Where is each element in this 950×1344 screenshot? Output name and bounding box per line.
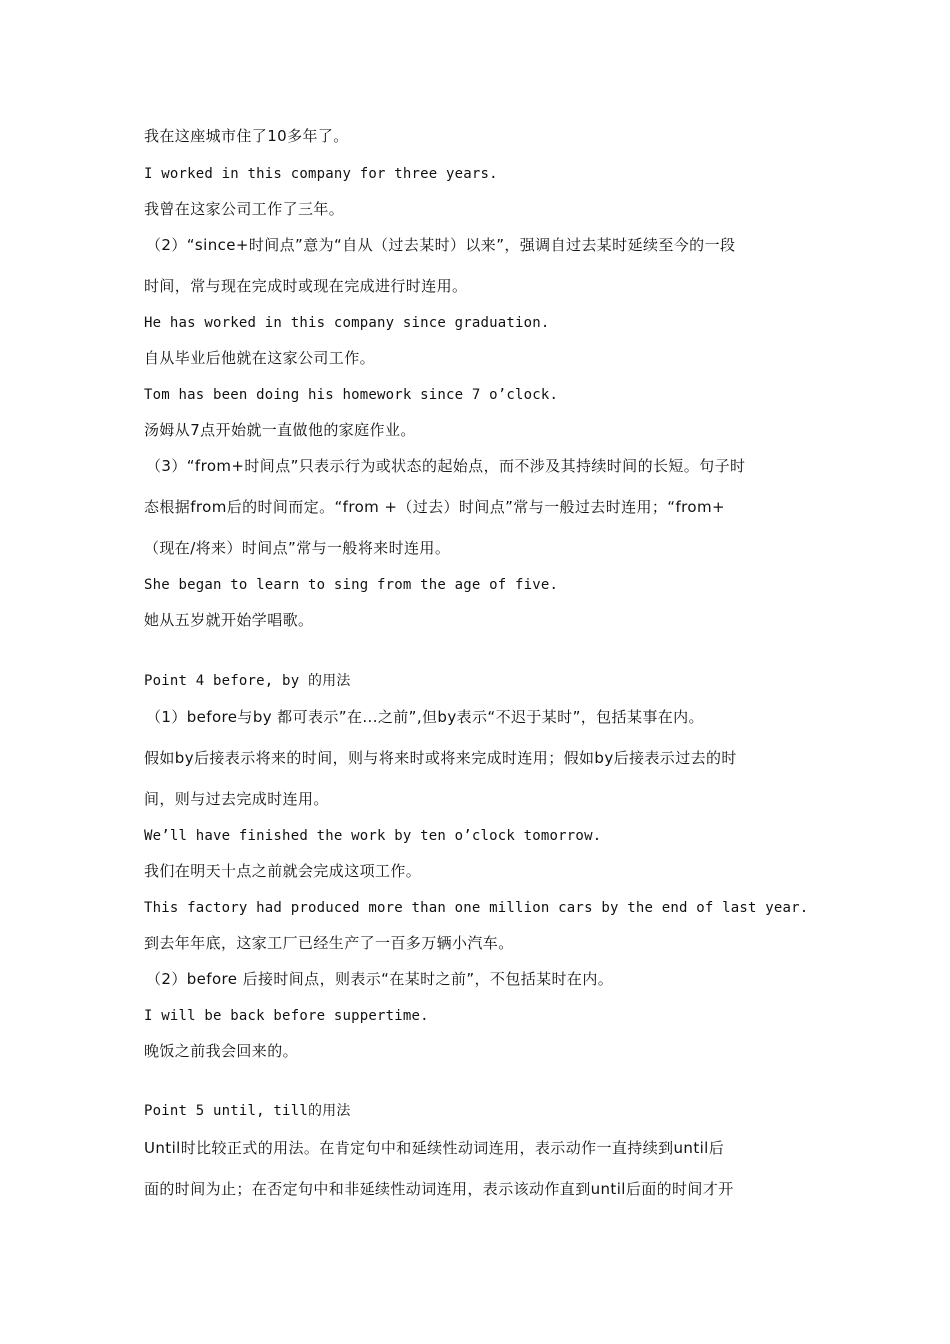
text-line: He has worked in this company since graduation.: [144, 315, 550, 331]
text-line: I will be back before suppertime.: [144, 1008, 429, 1024]
text-line: 态根据from后的时间而定。“from +（过去）时间点”常与一般过去时连用；“from+: [144, 498, 725, 516]
text-line: （2）before 后接时间点，则表示“在某时之前”，不包括某时在内。: [146, 970, 614, 988]
text-line: I worked in this company for three years.: [144, 166, 498, 182]
text-line: 面的时间为止；在否定句中和非延续性动词连用，表示该动作直到until后面的时间才开: [144, 1180, 734, 1198]
text-line: （现在/将来）时间点”常与一般将来时连用。: [144, 539, 451, 557]
text-line: 她从五岁就开始学唱歌。: [144, 611, 314, 629]
text-line: Tom has been doing his homework since 7 o’clock.: [144, 387, 559, 403]
text-line: （2）“since+时间点”意为“自从（过去某时）以来”，强调自过去某时延续至今的一段: [146, 236, 736, 254]
section-heading: Point 5 until, till的用法: [144, 1103, 351, 1119]
text-line: 假如by后接表示将来的时间，则与将来时或将来完成时连用；假如by后接表示过去的时: [144, 749, 737, 767]
section-heading: Point 4 before, by 的用法: [144, 673, 351, 689]
text-line: 自从毕业后他就在这家公司工作。: [144, 349, 376, 367]
text-line: Until时比较正式的用法。在肯定句中和延续性动词连用，表示动作一直持续到until后: [144, 1139, 725, 1157]
text-line: 间，则与过去完成时连用。: [144, 790, 329, 808]
text-line: 我们在明天十点之前就会完成这项工作。: [144, 862, 422, 880]
text-line: 我曾在这家公司工作了三年。: [144, 200, 345, 218]
text-line: （1）before与by 都可表示”在...之前”,但by表示“不迟于某时”，包括某事在内。: [146, 708, 704, 726]
text-line: We’ll have finished the work by ten o’clock tomorrow.: [144, 828, 602, 844]
text-line: 汤姆从7点开始就一直做他的家庭作业。: [144, 421, 416, 439]
text-line: 到去年年底，这家工厂已经生产了一百多万辆小汽车。: [144, 934, 514, 952]
text-line: （3）“from+时间点”只表示行为或状态的起始点，而不涉及其持续时间的长短。句子时: [146, 457, 746, 475]
text-line: 我在这座城市住了10多年了。: [144, 127, 349, 145]
text-line: She began to learn to sing from the age of five.: [144, 577, 559, 593]
text-line: This factory had produced more than one million cars by the end of last year.: [144, 900, 809, 916]
text-line: 晚饭之前我会回来的。: [144, 1042, 299, 1060]
text-line: 时间，常与现在完成时或现在完成进行时连用。: [144, 277, 468, 295]
